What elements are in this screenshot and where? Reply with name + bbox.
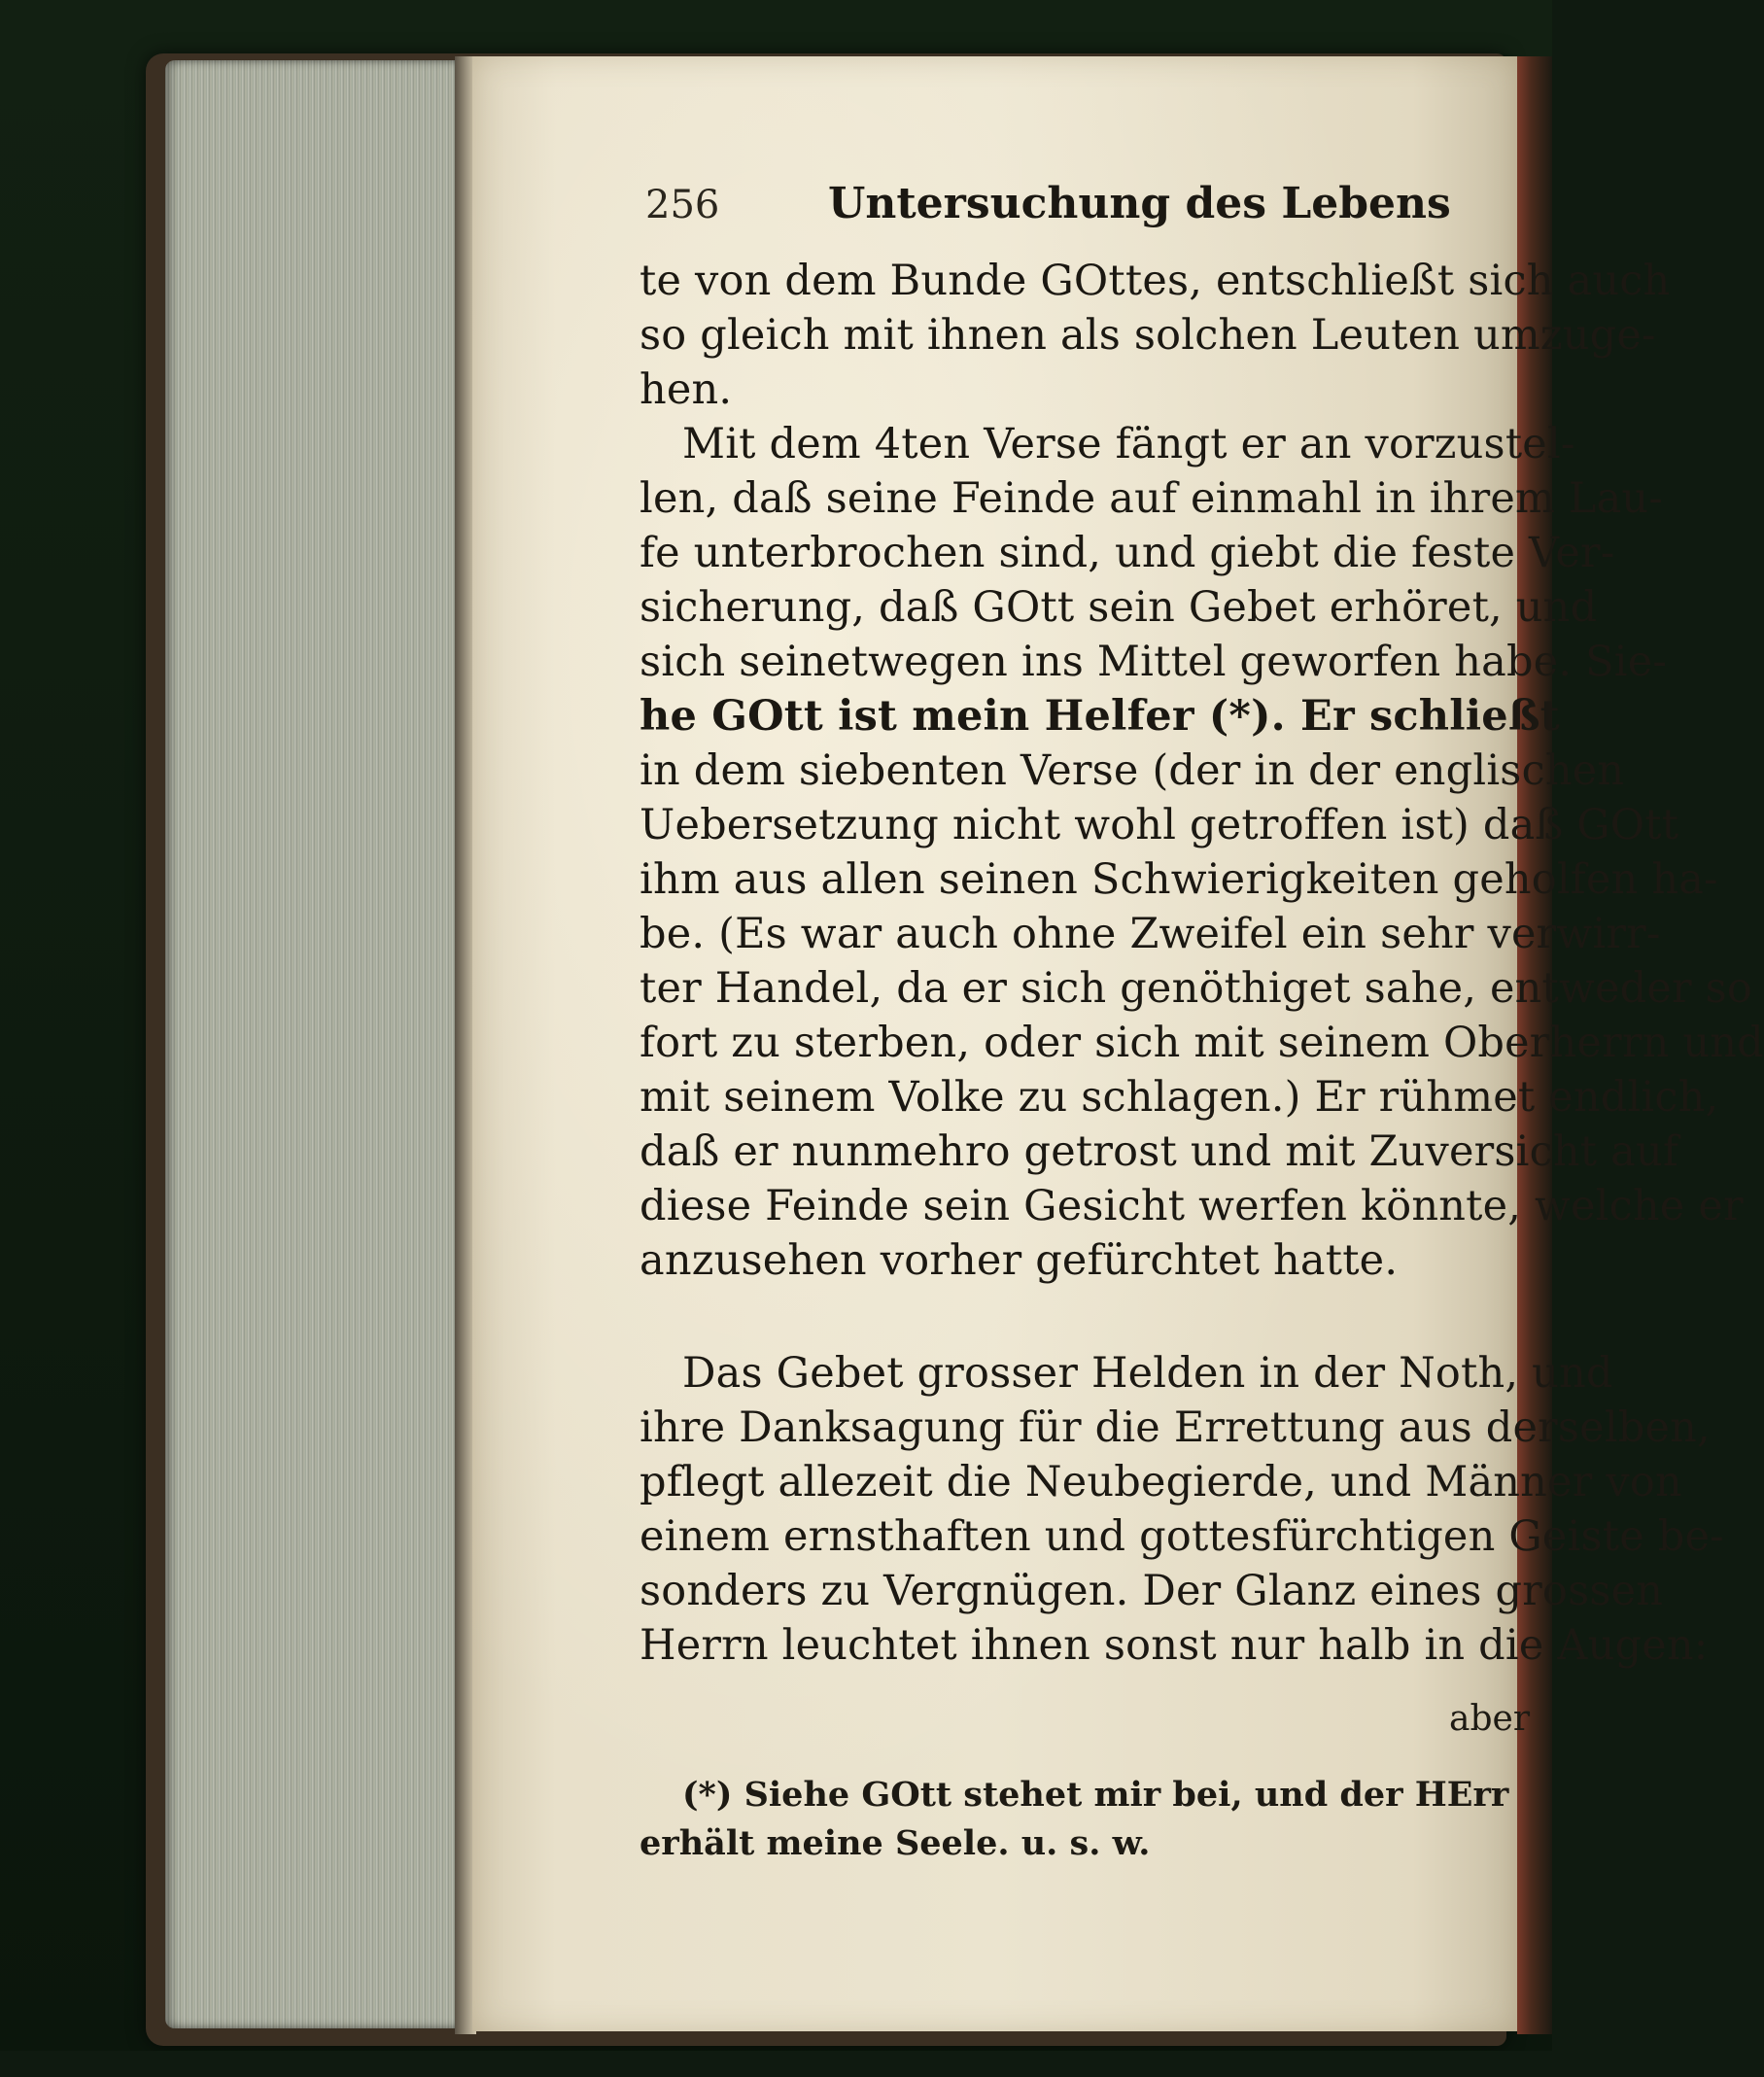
body-line: hen. bbox=[640, 365, 733, 414]
catchword: aber bbox=[1449, 1699, 1531, 1739]
body-line: Herrn leuchtet ihnen sonst nur halb in die Augen: bbox=[640, 1621, 1709, 1670]
body-line: ihm aus allen seinen Schwierigkeiten geholfen ha- bbox=[640, 855, 1718, 904]
page-number: 256 bbox=[645, 183, 720, 227]
body-line: einem ernsthaften und gottesfürchtigen Geiste be- bbox=[640, 1512, 1724, 1561]
body-line: pflegt allezeit die Neubegierde, und Männer von bbox=[640, 1458, 1682, 1506]
body-line: ihre Danksagung für die Errettung aus derselben, bbox=[640, 1403, 1711, 1452]
body-line: ter Handel, da er sich genöthiget sahe, entweder so bbox=[640, 964, 1753, 1013]
printed-page bbox=[472, 56, 1764, 2031]
body-line: sonders zu Vergnügen. Der Glanz eines grossen bbox=[640, 1567, 1664, 1615]
body-line: sich seinetwegen ins Mittel geworfen habe. Sie- bbox=[640, 638, 1668, 686]
body-line: mit seinem Volke zu schlagen.) Er rühmet endlich, bbox=[640, 1073, 1719, 1122]
body-line: daß er nunmehro getrost und mit Zuversicht auf bbox=[640, 1127, 1678, 1176]
scan-bottom-strip bbox=[0, 2051, 1552, 2077]
body-line: te von dem Bunde GOttes, entschließt sich auch bbox=[640, 257, 1671, 305]
body-line: he GOtt ist mein Helfer (*). Er schließt bbox=[640, 692, 1560, 741]
body-line: fort zu sterben, oder sich mit seinem Oberherrn und bbox=[640, 1019, 1764, 1067]
body-line: Das Gebet grosser Helden in der Noth, und bbox=[682, 1349, 1613, 1398]
body-line: Mit dem 4ten Verse fängt er an vorzustel- bbox=[682, 420, 1575, 468]
body-line: so gleich mit ihnen als solchen Leuten umzuge- bbox=[640, 311, 1656, 360]
body-line: diese Feinde sein Gesicht werfen könnte, welche er bbox=[640, 1182, 1744, 1230]
running-head: Untersuchung des Lebens bbox=[828, 179, 1451, 228]
body-line: be. (Es war auch ohne Zweifel ein sehr verwirr- bbox=[640, 910, 1661, 958]
body-line: in dem siebenten Verse (der in der englischen bbox=[640, 746, 1625, 795]
body-line: fe unterbrochen sind, und giebt die feste Ver- bbox=[640, 529, 1615, 577]
footnote-line: erhält meine Seele. u. s. w. bbox=[640, 1823, 1151, 1863]
page-stack-fore-edge bbox=[165, 60, 462, 2028]
body-line: sicherung, daß GOtt sein Gebet erhöret, und bbox=[640, 583, 1598, 632]
body-line: Uebersetzung nicht wohl getroffen ist) daß GOtt bbox=[640, 801, 1679, 849]
body-line: len, daß seine Feinde auf einmahl in ihrem Lau- bbox=[640, 474, 1664, 523]
body-line: anzusehen vorher gefürchtet hatte. bbox=[640, 1236, 1399, 1285]
footnote-line: (*) Siehe GOtt stehet mir bei, und der HErr bbox=[682, 1775, 1509, 1815]
